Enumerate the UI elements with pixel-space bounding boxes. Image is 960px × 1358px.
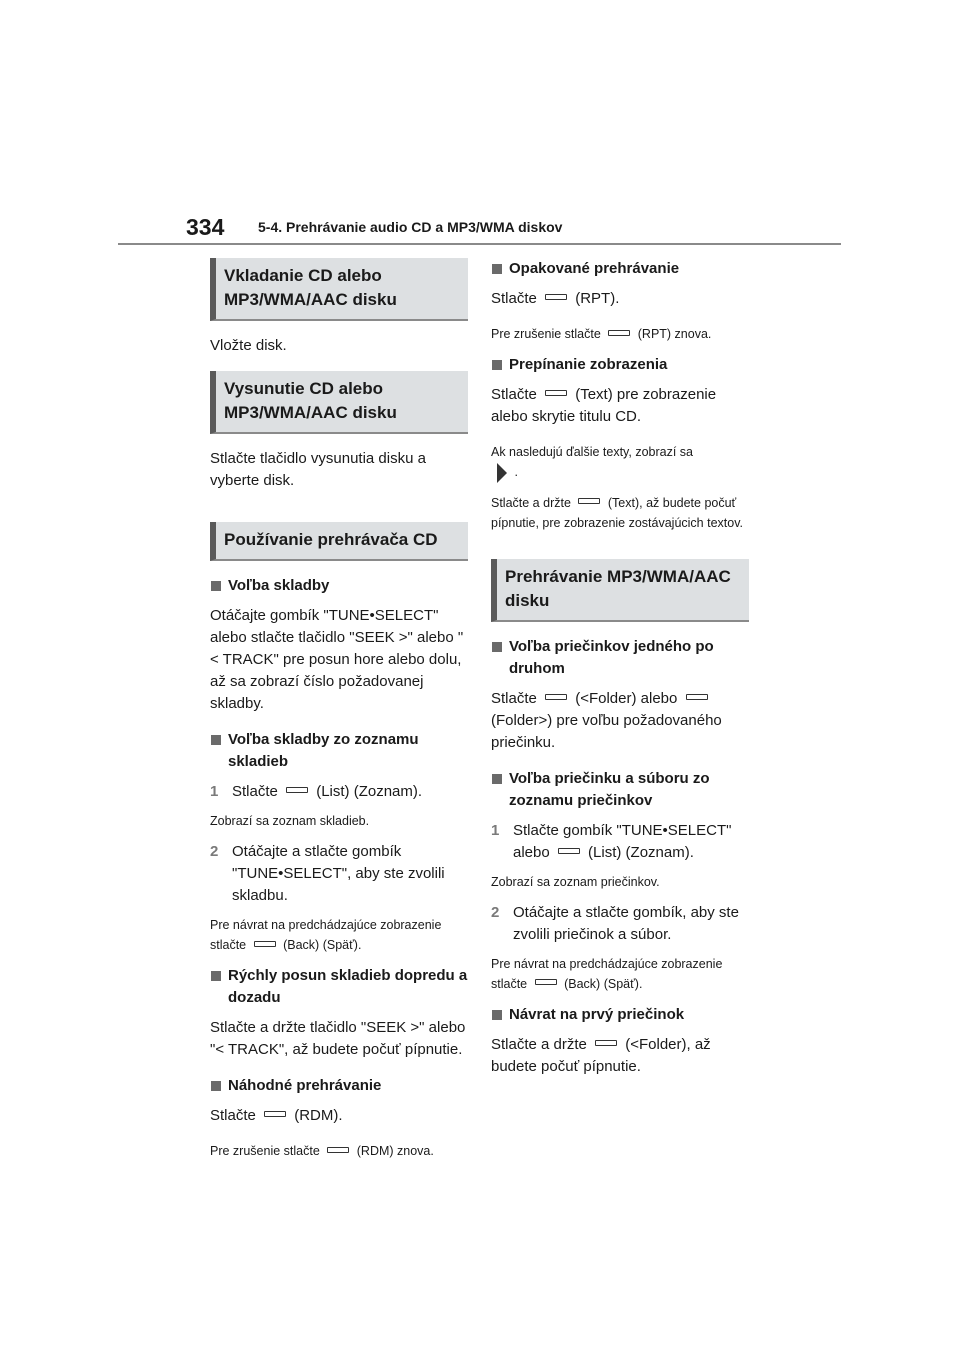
text-part: Stlačte a držte bbox=[491, 1035, 587, 1053]
step-text: (List) (Zoznam). bbox=[316, 783, 423, 800]
button-icon bbox=[686, 694, 708, 700]
text-part: Stlačte bbox=[210, 1107, 256, 1124]
button-icon bbox=[545, 390, 567, 396]
note-text: . bbox=[514, 465, 518, 479]
display-note-2 bbox=[491, 493, 749, 533]
step-number: 1 bbox=[210, 783, 219, 800]
text-part: Stlačte bbox=[491, 386, 537, 403]
button-icon bbox=[254, 941, 276, 947]
square-bullet-icon bbox=[492, 774, 502, 784]
step-number: 2 bbox=[210, 843, 219, 860]
subheading-folder-step bbox=[491, 636, 749, 680]
header-divider bbox=[118, 243, 841, 245]
square-bullet-icon bbox=[211, 971, 221, 981]
square-bullet-icon bbox=[211, 1081, 221, 1091]
folder-step-text bbox=[491, 688, 749, 754]
note-text: Pre návrat na predchádzajúce zobrazenie stlačte bbox=[210, 918, 442, 952]
step-number: 1 bbox=[491, 821, 500, 839]
repeat-note bbox=[491, 324, 749, 344]
text-part: (Folder>) pre voľbu požadovaného priečinku. bbox=[491, 711, 722, 751]
track-select-text: Otáčajte gombík "TUNE•SELECT" alebo stlačte tlačidlo "SEEK >" alebo "< TRACK" pre posun hore alebo dolu, až sa zobrazí číslo požadovanej skladby. bbox=[210, 607, 464, 712]
note-text: Pre návrat na predchádzajúce zobrazenie stlačte bbox=[491, 956, 723, 991]
text-part: Stlačte bbox=[491, 689, 537, 707]
first-folder-text bbox=[491, 1034, 749, 1078]
square-bullet-icon bbox=[492, 1010, 502, 1020]
step-text: Otáčajte a stlačte gombík "TUNE•SELECT", aby ste zvolili skladbu. bbox=[232, 843, 445, 904]
section-heading-mp3: Prehrávanie MP3/WMA/AAC disku bbox=[491, 559, 749, 622]
step-number: 2 bbox=[491, 903, 500, 921]
text-part: (<Folder) alebo bbox=[575, 689, 678, 707]
step-text: Stlačte gombík "TUNE•SELECT" alebo bbox=[513, 821, 732, 861]
button-icon bbox=[264, 1111, 286, 1117]
step-2 bbox=[491, 902, 749, 946]
note-text: Ak nasledujú ďalšie texty, zobrazí sa bbox=[491, 445, 693, 459]
subheading-track-select bbox=[210, 575, 468, 597]
note-text: (RDM) znova. bbox=[356, 1144, 434, 1158]
text-part: Stlačte bbox=[491, 290, 537, 307]
subheading-text: Voľba priečinku a súboru zo zoznamu priečinkov bbox=[509, 769, 710, 809]
subheading-text: Prepínanie zobrazenia bbox=[509, 356, 668, 373]
button-icon bbox=[558, 848, 580, 854]
button-icon bbox=[535, 979, 557, 985]
right-column bbox=[491, 258, 749, 1092]
subheading-text: Návrat na prvý priečinok bbox=[509, 1005, 685, 1023]
subheading-text: Voľba priečinkov jedného po druhom bbox=[509, 637, 714, 677]
repeat-text bbox=[491, 288, 749, 310]
insert-text: Vložte disk. bbox=[210, 337, 287, 354]
button-icon bbox=[545, 294, 567, 300]
note-text: (Back) (Späť). bbox=[283, 938, 362, 952]
text-part: (<Folder), až budete počuť pípnutie. bbox=[491, 1035, 711, 1075]
step-2-note bbox=[210, 915, 468, 955]
text-part: (Text) pre zobrazenie alebo skrytie titulu CD. bbox=[491, 386, 717, 425]
note-text: (Back) (Späť). bbox=[564, 976, 643, 991]
step-text: Otáčajte a stlačte gombík, aby ste zvolili priečinok a súbor. bbox=[513, 903, 739, 943]
left-column bbox=[210, 258, 468, 1171]
subheading-text: Voľba skladby bbox=[228, 577, 330, 594]
button-icon bbox=[545, 694, 567, 700]
subheading-text: Opakované prehrávanie bbox=[509, 260, 680, 277]
subheading-repeat bbox=[491, 258, 749, 280]
note-text: (RPT) znova. bbox=[637, 327, 712, 341]
button-icon bbox=[327, 1147, 349, 1153]
subheading-random bbox=[210, 1075, 468, 1097]
step-1 bbox=[210, 781, 468, 803]
square-bullet-icon bbox=[492, 642, 502, 652]
square-bullet-icon bbox=[492, 264, 502, 274]
note-text: Pre zrušenie stlačte bbox=[210, 1144, 320, 1158]
display-text bbox=[491, 384, 749, 428]
section-heading-eject: Vysunutie CD alebo MP3/WMA/AAC disku bbox=[210, 371, 468, 434]
subheading-text: Rýchly posun skladieb dopredu a dozadu bbox=[228, 967, 468, 1006]
button-icon bbox=[608, 330, 630, 336]
square-bullet-icon bbox=[211, 735, 221, 745]
square-bullet-icon bbox=[492, 360, 502, 370]
step-1-note: Zobrazí sa zoznam skladieb. bbox=[210, 814, 370, 828]
section-heading-insert: Vkladanie CD alebo MP3/WMA/AAC disku bbox=[210, 258, 468, 321]
random-note bbox=[210, 1141, 468, 1161]
subheading-track-list bbox=[210, 729, 468, 773]
subheading-folder-list bbox=[491, 768, 749, 812]
fast-seek-text: Stlačte a držte tlačidlo "SEEK >" alebo "< TRACK", až budete počuť pípnutie. bbox=[210, 1019, 466, 1058]
text-part: (RPT). bbox=[575, 290, 620, 307]
display-note-1 bbox=[491, 442, 749, 483]
note-text: (Text), až budete počuť pípnutie, pre zobrazenie zostávajúcich textov. bbox=[491, 495, 743, 530]
step-1-note: Zobrazí sa zoznam priečinkov. bbox=[491, 874, 660, 889]
button-icon bbox=[595, 1040, 617, 1046]
step-1 bbox=[491, 820, 749, 864]
subheading-text: Náhodné prehrávanie bbox=[228, 1077, 382, 1094]
arrow-right-icon bbox=[497, 463, 507, 483]
button-icon bbox=[578, 498, 600, 504]
note-text: Pre zrušenie stlačte bbox=[491, 327, 601, 341]
page-number: 334 bbox=[186, 214, 225, 240]
button-icon bbox=[286, 787, 308, 793]
random-text bbox=[210, 1105, 468, 1127]
chapter-title: 5-4. Prehrávanie audio CD a MP3/WMA diskov bbox=[258, 219, 563, 235]
step-text: Stlačte bbox=[232, 783, 278, 800]
step-text: (List) (Zoznam). bbox=[588, 843, 694, 861]
step-2-note bbox=[491, 954, 749, 994]
square-bullet-icon bbox=[211, 581, 221, 591]
subheading-fast-seek bbox=[210, 965, 468, 1009]
text-part: (RDM). bbox=[294, 1107, 343, 1124]
subheading-text: Voľba skladby zo zoznamu skladieb bbox=[228, 731, 419, 770]
subheading-display bbox=[491, 354, 749, 376]
eject-text: Stlačte tlačidlo vysunutia disku a vyberte disk. bbox=[210, 450, 426, 489]
section-heading-cd-player: Používanie prehrávača CD bbox=[210, 522, 468, 561]
note-text: Stlačte a držte bbox=[491, 495, 571, 510]
subheading-first-folder bbox=[491, 1004, 749, 1026]
step-2 bbox=[210, 841, 468, 907]
